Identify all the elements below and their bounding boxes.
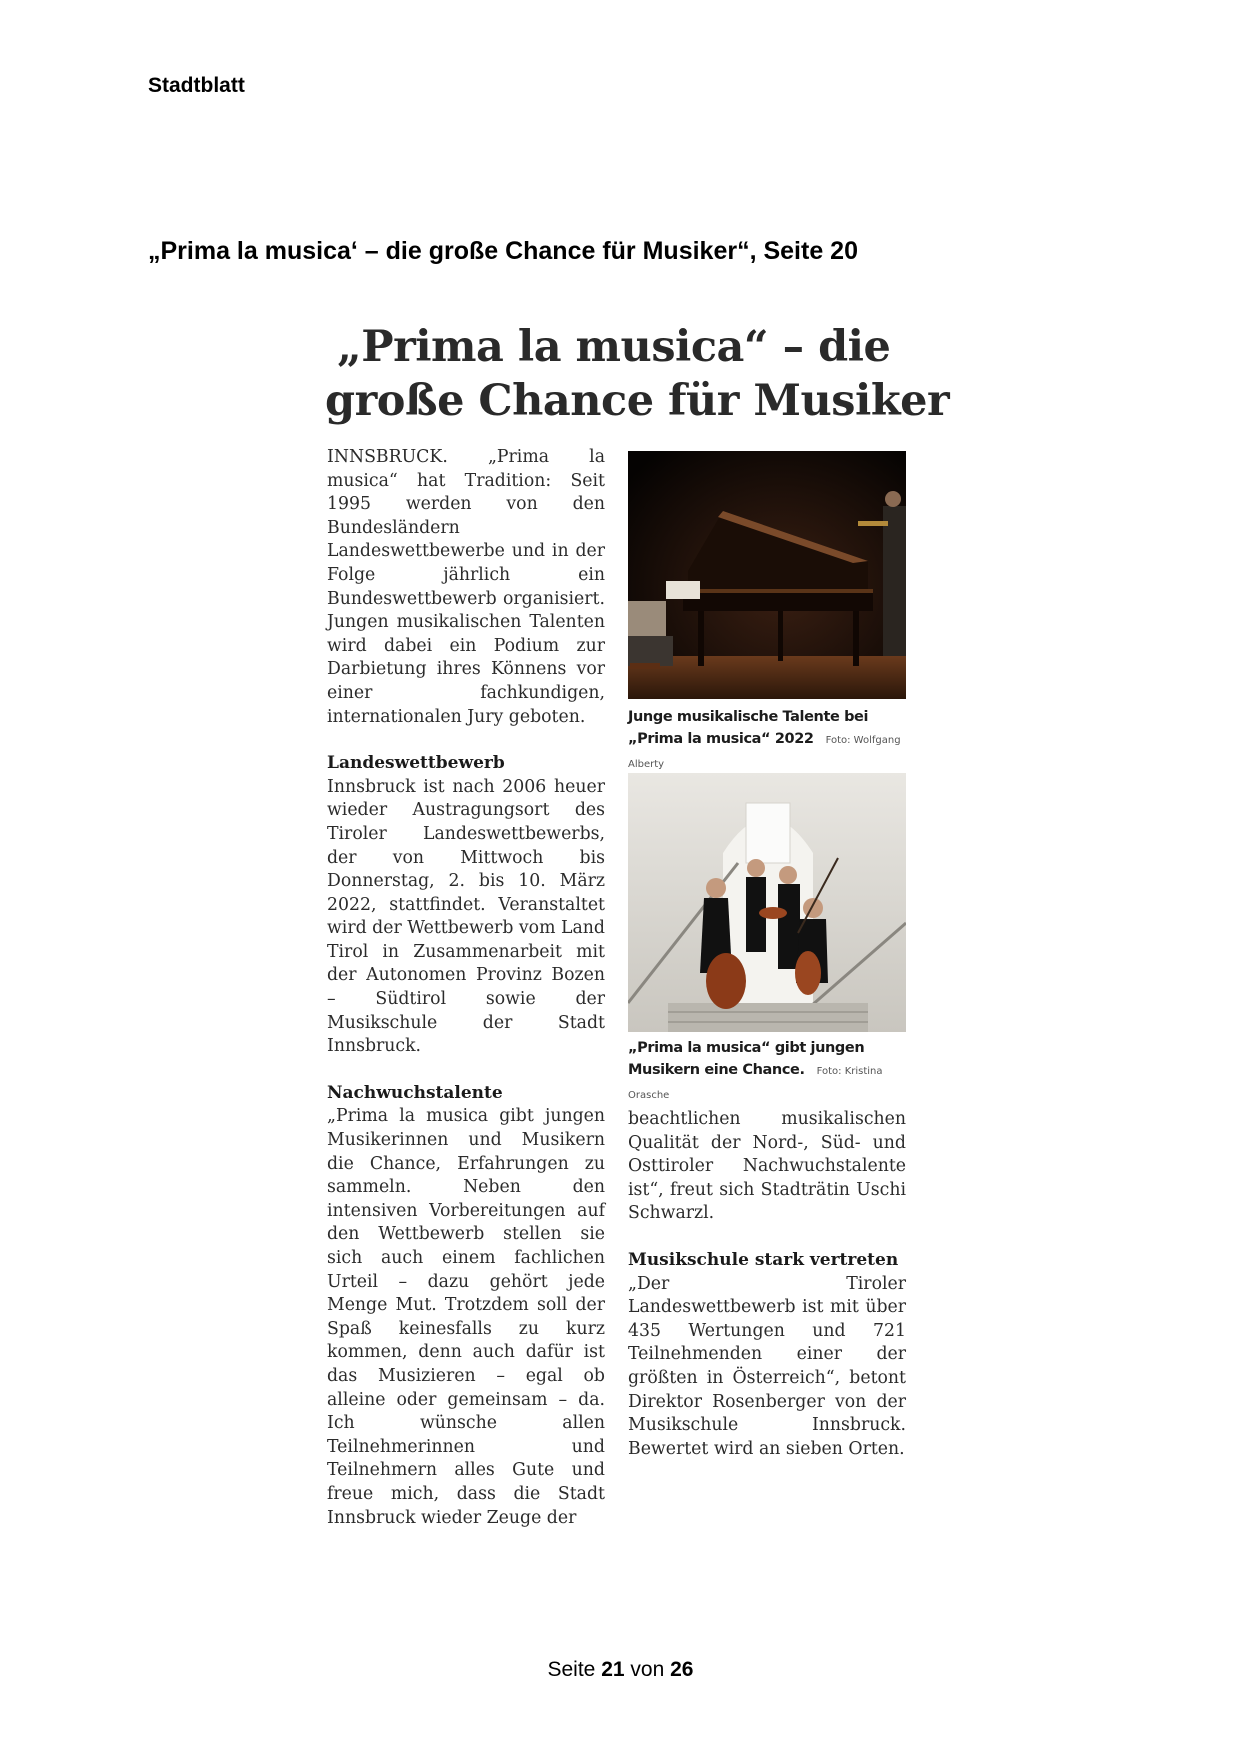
section-heading-nachwuchstalente: Nachwuchstalente (327, 1082, 503, 1103)
photo-credit-1: Foto: Wolfgang Alberty (628, 735, 901, 770)
page-footer (0, 1658, 1241, 1682)
article-intro: INNSBRUCK. „Prima la musica“ hat Tradition: Seit 1995 werden von den Bundesländern Landeswettbewerbe und in der Folge jährlich ein Bundeswettbewerb organisiert. Jungen musikalischen Talenten wird dabei ein Podium zur Darbietung ihres Könnens vor einer fachkundigen, internationalen Jury geboten. (327, 447, 605, 727)
section-text-landeswettbewerb: Innsbruck ist nach 2006 heuer wieder Austragungsort des Tiroler Landeswettbewerbs, der von Mittwoch bis Donnerstag, 2. bis 10. März 2022, stattfindet. Veranstaltet wird der Wettbewerb vom Land Tirol in Zusammenarbeit mit der Autonomen Provinz Bozen – Südtirol sowie der Musikschule der Stadt Innsbruck. (327, 776, 605, 1057)
footer-separator: von (630, 1658, 665, 1681)
footer-total-pages: 26 (670, 1658, 694, 1681)
article-column-left (327, 446, 605, 1530)
photo-caption-1-text: Junge musikalische Talente bei „Prima la musica“ 2022 (628, 709, 869, 747)
photo-caption-2 (628, 1037, 906, 1107)
photo-piano-concert (628, 451, 906, 699)
section-heading-landeswettbewerb: Landeswettbewerb (327, 753, 505, 774)
article-reference: „Prima la musica‘ – die große Chance für Musiker“, Seite 20 (148, 237, 858, 265)
section-text-nachwuchstalente: „Prima la musica gibt jungen Musikerinnen und Musikern die Chance, Erfahrungen zu sammeln. Neben den intensiven Vorbereitungen auf den Wettbewerb stellen sie sich auch einem fachlichen Urteil – dazu gehört jede Menge Mut. Trotzdem soll der Spaß keinesfalls zu kurz kommen, denn auch dafür ist das Musizieren – egal ob alleine oder gemeinsam – da. Ich wünsche allen Teilnehmerinnen und Teilnehmern alles Gute und freue mich, dass die Stadt Innsbruck wieder Zeuge der (327, 1106, 605, 1528)
section-text-nachwuchstalente-continued: beachtlichen musikalischen Qualität der Nord-, Süd- und Osttiroler Nachwuchstalente ist“, freut sich Stadträtin Uschi Schwarzl. (628, 1109, 906, 1224)
photo-credit-2: Foto: Kristina Orasche (628, 1066, 883, 1101)
section-text-musikschule: „Der Tiroler Landeswettbewerb ist mit über 435 Wertungen und 721 Teilnehmenden einer der größten in Österreich“, betont Direktor Rosenberger von der Musikschule Innsbruck. Bewertet wird an sieben Orten. (628, 1273, 906, 1459)
photo-caption-1 (628, 706, 906, 776)
headline-line-1: „Prima la musica“ – die (337, 322, 891, 372)
article-headline (325, 320, 950, 428)
article-column-right (628, 1108, 906, 1461)
footer-prefix: Seite (547, 1658, 596, 1681)
headline-line-2: große Chance für Musiker (325, 376, 950, 426)
photo-caption-2-text: „Prima la musica“ gibt jungen Musikern eine Chance. (628, 1040, 865, 1078)
footer-current-page: 21 (601, 1658, 625, 1681)
publication-name: Stadtblatt (148, 74, 245, 97)
section-heading-musikschule: Musikschule stark vertreten (628, 1249, 899, 1270)
newspaper-clipping (325, 320, 950, 1528)
photo-string-quartet (628, 773, 906, 1032)
